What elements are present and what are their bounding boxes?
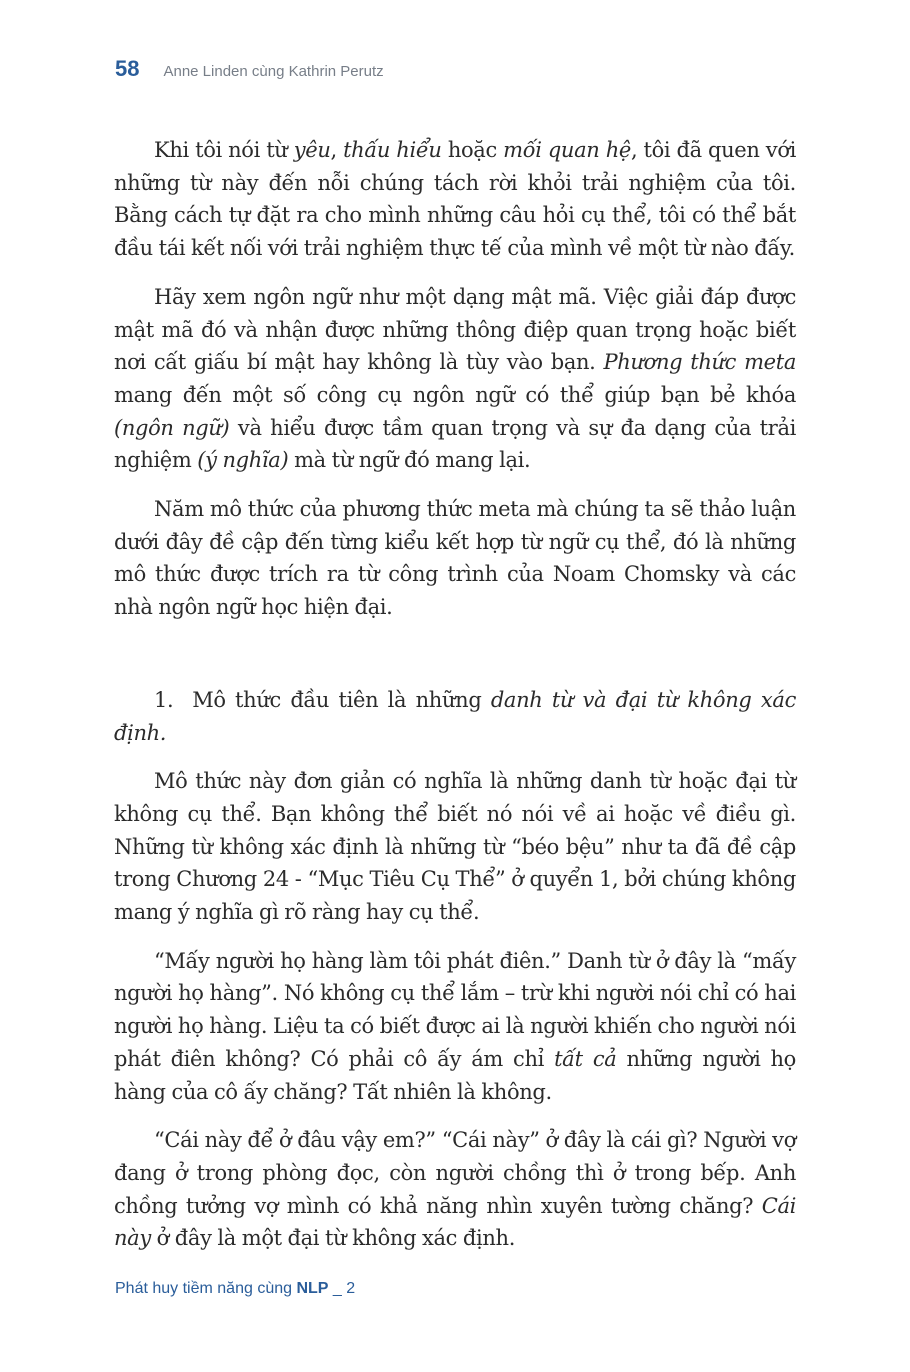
- running-footer: [115, 1280, 355, 1298]
- text-run: Khi tôi nói từ: [154, 138, 294, 162]
- text-run: mang đến một số công cụ ngôn ngữ có thể giúp bạn bẻ khóa: [114, 382, 796, 407]
- text-run: và hiểu được tầm quan trọng và sự đa dạng của trải nghiệm: [114, 415, 796, 473]
- text-run: những người họ hàng của cô ấy chăng? Tất nhiên là không.: [114, 1046, 796, 1104]
- italic-run: tất cả: [554, 1046, 617, 1071]
- list-item-1: [114, 684, 796, 749]
- running-header: [115, 56, 384, 82]
- italic-run: danh từ và đại từ không xác định.: [114, 687, 796, 745]
- text-run: , tôi đã quen với những từ này đến nỗi chúng tách rời khỏi trải nghiệm của tôi. Bằng cách tự đặt ra cho mình những câu hỏi cụ thể, tôi có thể bắt đầu tái kết nối với trải nghiệm thực tế của mình về một từ nào đấy.: [114, 138, 796, 261]
- paragraph-2: [114, 281, 796, 477]
- text-run: hoặc: [441, 138, 504, 162]
- footer-title: Phát huy tiềm năng cùng: [115, 1280, 297, 1297]
- text-run: “Mấy người họ hàng làm tôi phát điên.” Danh từ ở đây là “mấy người họ hàng”. Nó không cụ thể lắm – trừ khi người nói chỉ có hai người họ hàng. Liệu ta có biết được ai là người khiến cho người nói phát điên không? Có phải cô ấy ám chỉ: [114, 948, 796, 1071]
- header-authors: Anne Linden cùng Kathrin Perutz: [163, 63, 384, 80]
- text-run: “Cái này để ở đâu vậy em?” “Cái này” ở đây là cái gì? Người vợ đang ở trong phòng đọc, còn người chồng thì ở trong bếp. Anh chồng tưởng vợ mình có khả năng nhìn xuyên tường chăng?: [114, 1128, 796, 1218]
- paragraph-1: [114, 134, 796, 265]
- footer-nlp: NLP: [296, 1280, 329, 1297]
- page-number: 58: [115, 56, 140, 81]
- paragraph-4: Mô thức này đơn giản có nghĩa là những danh từ hoặc đại từ không cụ thể. Bạn không thể biết nó nói về ai hoặc về điều gì. Những từ không xác định là những từ “béo bệu” như ta đã đề cập trong Chương 24 - “Mục Tiêu Cụ Thể” ở quyển 1, bởi chúng không mang ý nghĩa gì rõ ràng hay cụ thể.: [114, 769, 796, 925]
- body-text: [114, 134, 796, 1271]
- italic-run: (ngôn ngữ): [114, 415, 230, 440]
- text-run: mà từ ngữ đó mang lại.: [288, 448, 531, 473]
- italic-run: thấu hiểu: [343, 138, 442, 162]
- text-run: ở đây là một đại từ không xác định.: [150, 1226, 516, 1251]
- italic-run: (ý nghĩa): [197, 448, 289, 473]
- list-number: 1.: [154, 687, 174, 712]
- italic-run: Cái này: [114, 1193, 796, 1251]
- paragraph-6: [114, 1124, 796, 1255]
- text-run: ,: [330, 138, 344, 162]
- italic-run: yêu: [293, 138, 331, 162]
- footer-volume: _ 2: [328, 1280, 356, 1297]
- paragraph-5: [114, 945, 796, 1109]
- text-run: Mô thức đầu tiên là những: [192, 687, 491, 712]
- paragraph-3: Năm mô thức của phương thức meta mà chúng ta sẽ thảo luận dưới đây đề cập đến từng kiểu kết hợp từ ngữ cụ thể, đó là những mô thức được trích ra từ công trình của Noam Chomsky và các nhà ngôn ngữ học hiện đại.: [114, 497, 796, 620]
- text-run: Hãy xem ngôn ngữ như một dạng mật mã. Việc giải đáp được mật mã đó và nhận được những thông điệp quan trọng hoặc biết nơi cất giấu bí mật hay không là tùy vào bạn.: [114, 284, 796, 375]
- italic-run: Phương thức meta: [603, 350, 797, 375]
- italic-run: mối quan hệ: [503, 138, 631, 162]
